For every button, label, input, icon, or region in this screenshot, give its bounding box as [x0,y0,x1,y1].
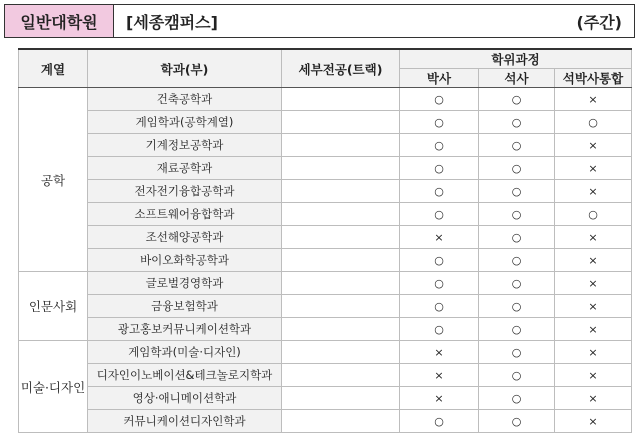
track-cell [282,226,400,249]
track-cell [282,249,400,272]
master-mark: ○ [479,410,555,433]
master-mark: ○ [479,203,555,226]
major-cell: 금융보험학과 [88,295,282,318]
combined-mark: × [555,180,632,203]
col-degree-group-header: 학위과정 [400,49,632,69]
table-row [19,387,632,410]
track-cell [282,134,400,157]
table-row [19,410,632,433]
master-mark: ○ [479,134,555,157]
major-cell: 게임학과(공학계열) [88,111,282,134]
track-cell [282,295,400,318]
track-cell [282,364,400,387]
track-cell [282,88,400,111]
master-mark: ○ [479,249,555,272]
major-cell: 소프트웨어융합학과 [88,203,282,226]
col-field-header: 계열 [19,49,88,88]
col-master-header: 석사 [479,69,555,88]
doctor-mark: ○ [400,134,479,157]
track-cell [282,272,400,295]
combined-mark: × [555,364,632,387]
program-table [18,48,632,433]
combined-mark: × [555,295,632,318]
major-cell: 전자전기융합공학과 [88,180,282,203]
major-cell: 글로벌경영학과 [88,272,282,295]
master-mark: ○ [479,226,555,249]
table-row [19,88,632,111]
doctor-mark: ○ [400,88,479,111]
col-track-header: 세부전공(트랙) [282,49,400,88]
master-mark: ○ [479,295,555,318]
master-mark: ○ [479,387,555,410]
combined-mark: ○ [555,111,632,134]
col-major-header: 학과(부) [88,49,282,88]
track-cell [282,341,400,364]
master-mark: ○ [479,341,555,364]
doctor-mark: ○ [400,111,479,134]
combined-mark: × [555,249,632,272]
col-combined-header: 석박사통합 [555,69,632,88]
major-cell: 건축공학과 [88,88,282,111]
field-group-cell: 인문사회 [19,272,88,341]
table-row [19,134,632,157]
doctor-mark: ○ [400,157,479,180]
major-cell: 바이오화학공학과 [88,249,282,272]
combined-mark: ○ [555,203,632,226]
major-cell: 게임학과(미술·디자인) [88,341,282,364]
table-row [19,318,632,341]
col-doctor-header: 박사 [400,69,479,88]
field-group-cell: 공학 [19,88,88,272]
combined-mark: × [555,157,632,180]
table-row [19,341,632,364]
doctor-mark: ○ [400,410,479,433]
table-row [19,111,632,134]
combined-mark: × [555,226,632,249]
field-group-cell: 미술·디자인 [19,341,88,433]
doctor-mark: ○ [400,203,479,226]
master-mark: ○ [479,180,555,203]
campus-label: [세종캠퍼스] [126,12,218,32]
master-mark: ○ [479,364,555,387]
doctor-mark: × [400,341,479,364]
major-cell: 재료공학과 [88,157,282,180]
master-mark: ○ [479,157,555,180]
table-row [19,226,632,249]
doctor-mark: ○ [400,318,479,341]
track-cell [282,180,400,203]
table-row [19,157,632,180]
track-cell [282,318,400,341]
doctor-mark: ○ [400,272,479,295]
table-body [19,88,632,433]
doctor-mark: × [400,364,479,387]
doctor-mark: × [400,387,479,410]
table-row [19,180,632,203]
schedule-label: (주간) [576,12,622,32]
table-row [19,272,632,295]
major-cell: 조선해양공학과 [88,226,282,249]
track-cell [282,387,400,410]
doctor-mark: × [400,226,479,249]
master-mark: ○ [479,272,555,295]
table-row [19,364,632,387]
major-cell: 기계정보공학과 [88,134,282,157]
combined-mark: × [555,272,632,295]
track-cell [282,111,400,134]
combined-mark: × [555,88,632,111]
combined-mark: × [555,341,632,364]
major-cell: 광고홍보커뮤니케이션학과 [88,318,282,341]
table-header [19,49,632,88]
combined-mark: × [555,387,632,410]
title-bar [4,4,635,38]
combined-mark: × [555,134,632,157]
school-tag: 일반대학원 [5,5,114,37]
track-cell [282,410,400,433]
table-row [19,203,632,226]
major-cell: 디자인이노베이션&테크놀로지학과 [88,364,282,387]
master-mark: ○ [479,88,555,111]
major-cell: 영상·애니메이션학과 [88,387,282,410]
track-cell [282,157,400,180]
master-mark: ○ [479,318,555,341]
doctor-mark: ○ [400,180,479,203]
table-row [19,249,632,272]
combined-mark: × [555,410,632,433]
track-cell [282,203,400,226]
major-cell: 커뮤니케이션디자인학과 [88,410,282,433]
doctor-mark: ○ [400,295,479,318]
combined-mark: × [555,318,632,341]
master-mark: ○ [479,111,555,134]
table-row [19,295,632,318]
doctor-mark: ○ [400,249,479,272]
